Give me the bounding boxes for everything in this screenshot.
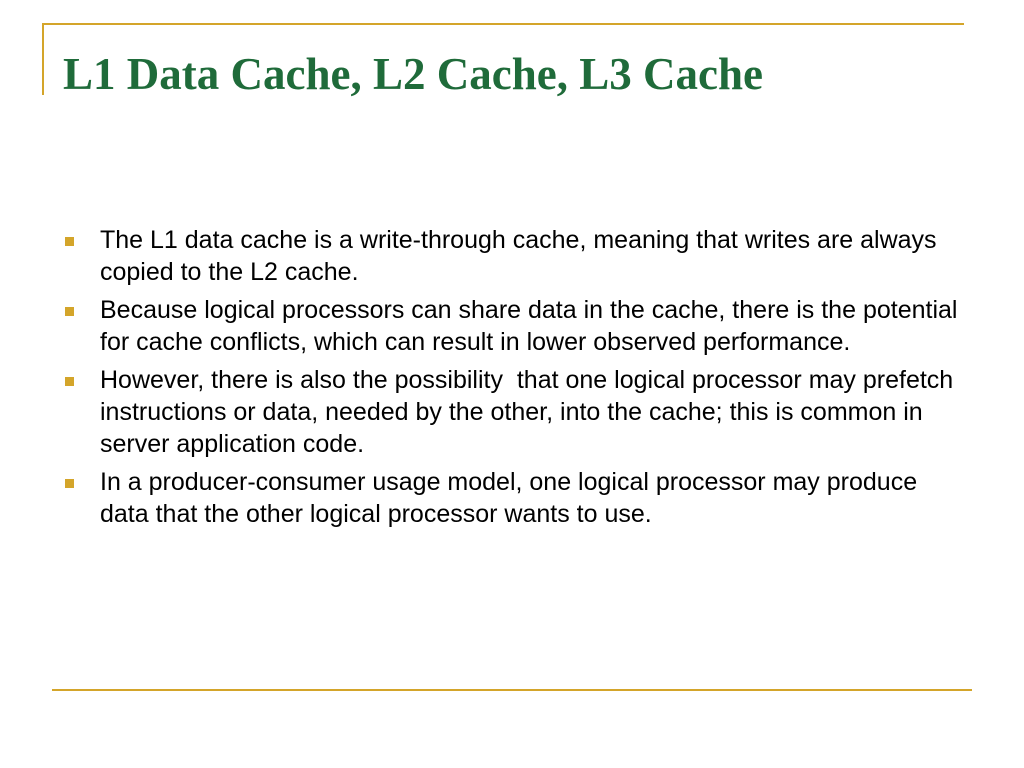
square-bullet-icon xyxy=(65,237,74,246)
bullet-item xyxy=(63,466,963,530)
slide-title: L1 Data Cache, L2 Cache, L3 Cache xyxy=(63,49,763,99)
bullet-text: In a producer-consumer usage model, one logical processor may produce data that the other logical processor wants to use. xyxy=(100,468,918,528)
bullet-text: The L1 data cache is a write-through cache, meaning that writes are always copied to the L2 cache. xyxy=(100,226,937,286)
left-rule xyxy=(42,23,44,95)
square-bullet-icon xyxy=(65,377,74,386)
bullet-item xyxy=(63,364,963,460)
bottom-rule xyxy=(52,689,972,691)
square-bullet-icon xyxy=(65,307,74,316)
bullet-item xyxy=(63,294,963,358)
bullet-text: Because logical processors can share data in the cache, there is the potential for cache conflicts, which can result in lower observed performance. xyxy=(100,296,958,356)
bullet-item xyxy=(63,224,963,288)
top-rule xyxy=(42,23,964,25)
square-bullet-icon xyxy=(65,479,74,488)
bullet-list xyxy=(63,224,963,536)
bullet-text: However, there is also the possibility that one logical processor may prefetch instructions or data, needed by the other, into the cache; this is common in server application code. xyxy=(100,366,961,458)
